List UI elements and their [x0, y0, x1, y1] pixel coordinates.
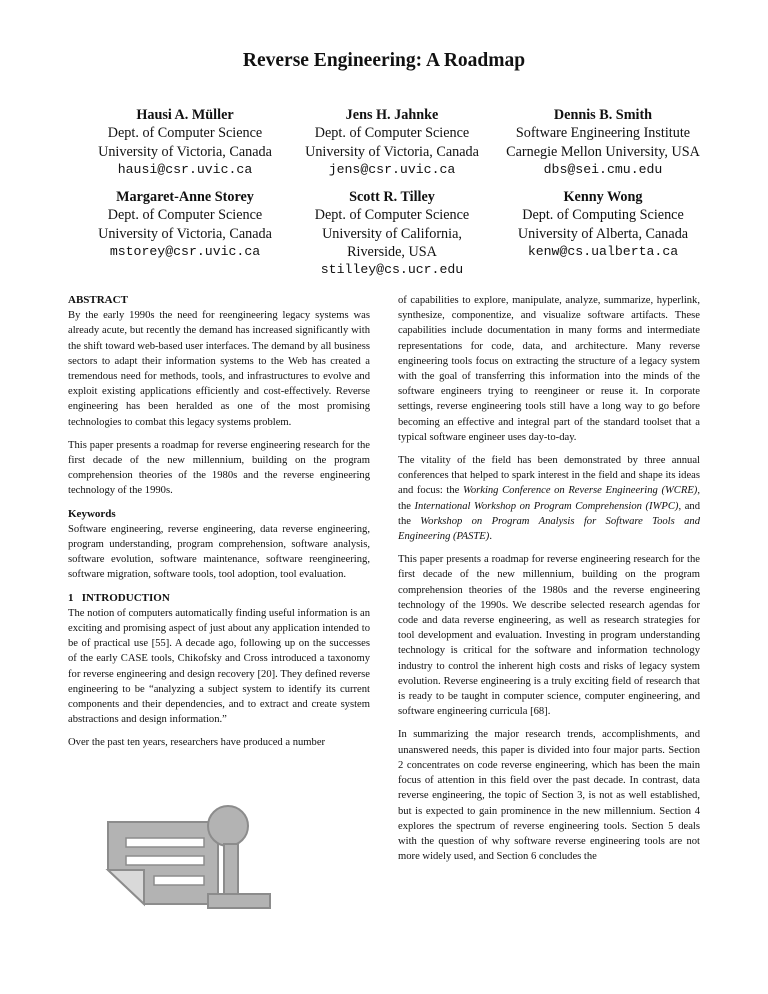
- author-email: jens@csr.uvic.ca: [328, 161, 456, 177]
- abstract-heading: ABSTRACT: [68, 294, 128, 306]
- conference-name: Working Conference on Reverse Engineering (WCRE): [462, 485, 698, 497]
- logo-shape: [108, 806, 270, 908]
- keywords-heading: Keywords: [68, 507, 116, 520]
- author-email: kenw@cs.ualberta.ca: [527, 243, 679, 259]
- author-affiliation: University of Victoria, Canada: [98, 225, 272, 242]
- abstract-paragraph: By the early 1990s the need for reengineering legacy systems was already acute, but recently the demand has increased significantly with the shift toward web-based user interfaces. The demand by all business sectors to adapt their information systems to the Web has created a tremendous need for methods, tools, and infrastructures to evolve and exploit existing applications efficiently and cost-effectively. Reverse engineering has been heralded as one of the most promising technologies to combat this legacy systems problem.: [68, 310, 370, 428]
- author-block: [277, 188, 507, 279]
- author-affiliation: Dept. of Computer Science: [314, 125, 470, 142]
- conference-name: Workshop on Program Analysis for Software Tools and Engineering (PASTE): [398, 515, 700, 543]
- author-block: [277, 106, 507, 179]
- right-column: [398, 293, 700, 872]
- body-paragraph: In summarizing the major research trends, accomplishments, and unanswered needs, this paper is divided into four major parts. Section 2 concentrates on code reverse engineering, which has been the main focus of attention in this field over the past decade. In contrast, data reverse engineering, the topic of Section 3, is not as well established, but is expected to gain prominence in the new millennium. Section 4 explores the spectrum of reverse engineering tools. Section 5 deals with the question of why software reverse engineering tools are not more widely used, and Section 6 concludes the: [398, 729, 700, 863]
- paper-title: Reverse Engineering: A Roadmap: [242, 50, 526, 71]
- section-heading: 1 INTRODUCTION: [68, 591, 170, 604]
- author-affiliation: University of California,: [322, 225, 462, 242]
- author-affiliation: University of Victoria, Canada: [305, 143, 479, 160]
- author-email: hausi@csr.uvic.ca: [117, 161, 253, 177]
- author-name: Margaret-Anne Storey: [116, 189, 254, 205]
- author-name: Scott R. Tilley: [349, 189, 435, 205]
- author-affiliation: Riverside, USA: [347, 243, 437, 260]
- intro-paragraph: Over the past ten years, researchers have produced a number: [68, 737, 326, 749]
- author-affiliation: Dept. of Computer Science: [107, 125, 263, 142]
- author-block: [488, 106, 718, 179]
- author-affiliation: University of Victoria, Canada: [98, 143, 272, 160]
- author-affiliation: Carnegie Mellon University, USA: [506, 143, 700, 160]
- author-name: Hausi A. Müller: [136, 107, 234, 123]
- author-email: mstorey@csr.uvic.ca: [109, 243, 261, 259]
- author-name: Dennis B. Smith: [553, 107, 653, 123]
- intro-paragraph: The notion of computers automatically finding useful information is an exciting and promising aspect of just about any application intended to be of practical use [55]. A decade ago, following up on the successes of the early CASE tools, Chikofsky and Cross introduced a taxonomy for reverse engineering and design recovery [20]. They defined reverse engineering to be “analyzing a subject system to identify its current components and their dependencies, and to extract and create system abstractions and design information.”: [68, 607, 370, 726]
- author-block: [70, 106, 300, 179]
- author-affiliation: University of Alberta, Canada: [517, 225, 689, 242]
- author-affiliation: Software Engineering Institute: [515, 125, 691, 142]
- author-name: Jens H. Jahnke: [345, 107, 439, 123]
- author-block: [70, 188, 300, 261]
- author-email: stilley@cs.ucr.edu: [320, 262, 464, 278]
- author-affiliation: Dept. of Computer Science: [314, 207, 470, 224]
- author-email: dbs@sei.cmu.edu: [543, 161, 663, 177]
- body-paragraph: The vitality of the field has been demonstrated by three annual conferences that helped to spark interest in the field and shape its ideas and focus: the Working Conference on Reverse Engineering (WCRE), the International Workshop on Program Comprehension (IWPC), and the Workshop on Program Analysis for Software Tools and Engineering (PASTE).: [398, 455, 700, 543]
- left-column: [68, 293, 370, 759]
- author-affiliation: Dept. of Computing Science: [522, 207, 684, 224]
- author-block: [488, 188, 718, 261]
- body-paragraph: of capabilities to explore, manipulate, analyze, summarize, hyperlink, synthesize, componentize, and visualize software artifacts. These capabilities include documentation in many forms and intermediate representations for code, data, and architecture. Many reverse engineering tools focus on extracting the structure of a legacy system with the goal of transferring this information into the minds of the software engineers trying to reengineer or reuse it. In corporate settings, reverse engineering tools still have a long way to go before becoming an effective and integral part of the standard toolset that a typical software engineer uses day-to-day.: [398, 295, 700, 443]
- document-logo-icon: [98, 800, 284, 920]
- author-name: Kenny Wong: [563, 189, 643, 205]
- abstract-paragraph: This paper presents a roadmap for reverse engineering research for the first decade of the new millennium, building on the program comprehension theories of the 1980s and the reverse engineering technology of the 1990s.: [68, 439, 370, 497]
- body-paragraph: This paper presents a roadmap for reverse engineering research for the first decade of the new millennium, building on the program comprehension theories of the 1980s and the reverse engineering technology of the 1990s. We describe selected research agendas for code and data reverse engineering, as well as research strategies for tool development and evaluation. Investing in program understanding technology is critical for the software and information technology industry to control the inherent high costs and risks of legacy system evolution. Reverse engineering is a truly exciting field of research that is ready to be taught in computer science, computer engineering, and software engineering curricula [68].: [398, 554, 700, 718]
- author-affiliation: Dept. of Computer Science: [107, 207, 263, 224]
- keywords-text: Software engineering, reverse engineering, data reverse engineering, program understanding, program comprehension, software analysis, software evolution, software maintenance, software reengineering, software migration, software tools, tool adoption, tool evaluation.: [68, 523, 370, 581]
- conference-name: International Workshop on Program Comprehension (IWPC): [414, 500, 679, 512]
